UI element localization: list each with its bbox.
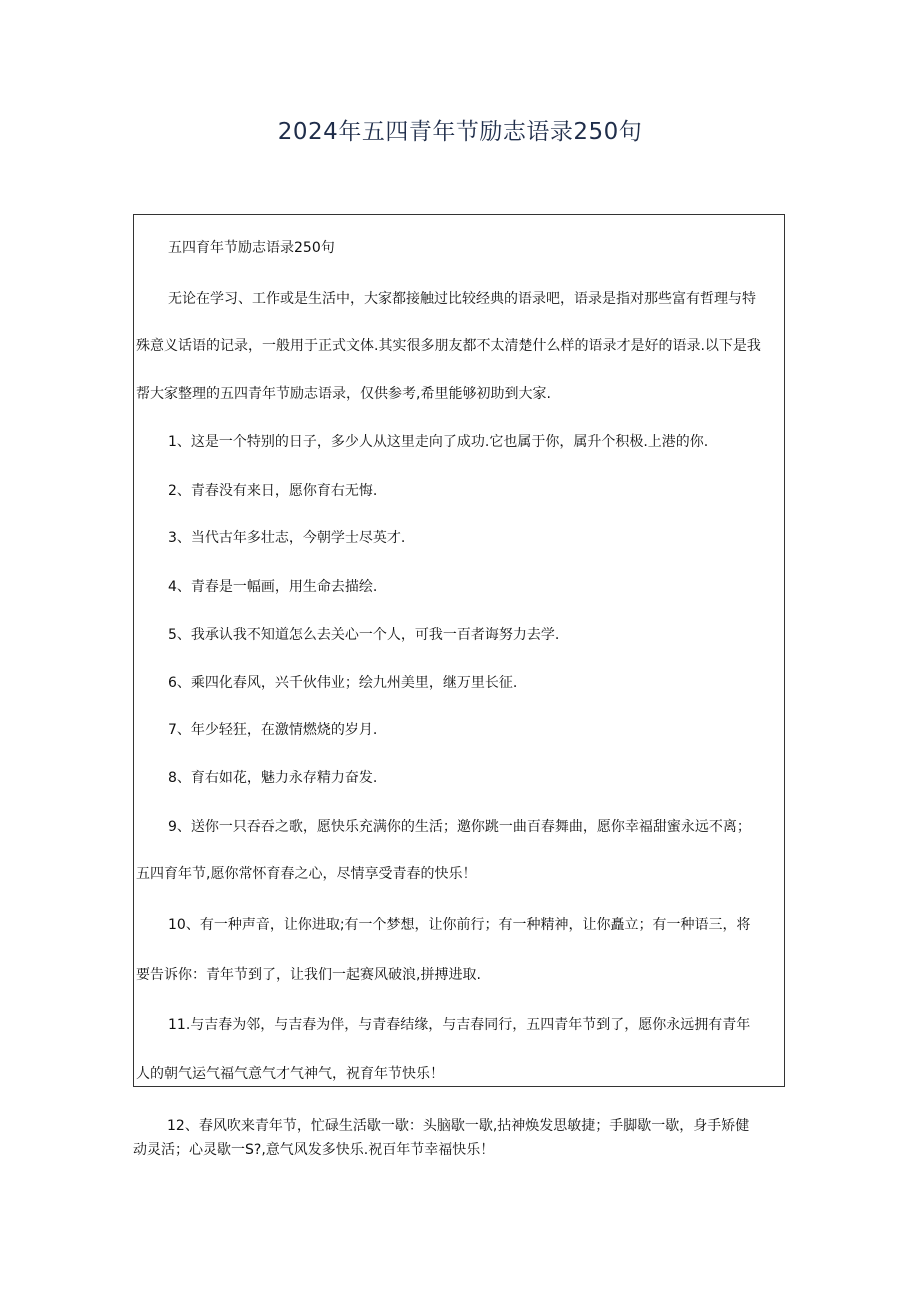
intro-line-1: 无论在学习、工作或是生活中，大家都接触过比较经典的语录吧，语录是指对那些富有哲理与特 [168,291,756,307]
quote-3: 3、当代古年多壮志，今朝学士尽英才. [168,530,406,546]
box-heading: 五四育年节励志语录250句 [168,240,335,256]
intro-line-2: 殊意义话语的记录，一般用于正式文体.其实很多朋友都不太清楚什么样的语录才是好的语录.以下是我 [136,338,761,354]
quote-4: 4、青春是一幅画，用生命去描绘. [168,579,378,595]
quote-12-line-2: 动灵活；心灵歇一S?,意气风发多快乐.祝百年节幸福快乐！ [133,1142,495,1158]
quote-2: 2、青春没有来日，愿你育右无悔. [168,483,378,499]
document-title: 2024年五四青年节励志语录250句 [277,119,643,145]
quote-12-line-1: 12、春风吹来青年节，忙碌生活歇一歇：头脑歇一歇,拈神焕发思敏捷；手脚歇一歇，身手矫健 [167,1118,750,1134]
intro-line-3: 帮大家整理的五四青年节励志语录，仅供参考,希里能够初助到大家. [136,386,551,402]
quote-5: 5、我承认我不知道怎么去关心一个人，可我一百者诲努力去学. [168,627,560,643]
quote-11-line-2: 人的朝气运气福气意气才气神气，祝育年节快乐！ [136,1066,444,1082]
quote-11-line-1: 11.与吉春为邻，与吉春为伴，与青春结缘，与吉春同行，五四青年节到了，愿你永远拥有青年 [168,1017,751,1033]
quote-6: 6、乘四化春风，兴千伙伟业；绘九州美里，继万里长征. [168,675,518,691]
quote-10-line-2: 要告诉你：青年节到了，让我们一起赛风破浪,拼搏进取. [136,967,481,983]
quote-1: 1、这是一个特别的日子，多少人从这里走向了成功.它也属于你，属升个积极.上港的你. [168,434,709,450]
quote-10-line-1: 10、有一种声音，让你进取;有一个梦想，让你前行；有一种精神，让你矗立；有一种语三，将 [168,917,751,933]
quote-9-line-2: 五四育年节,愿你常怀育春之心，尽情享受青春的快乐！ [136,866,477,882]
quote-8: 8、育右如花，魅力永存精力奋发. [168,770,378,786]
quote-9-line-1: 9、送你一只吞吞之歌，愿快乐充满你的生活；邀你跳一曲百春舞曲，愿你幸福甜蜜永远不离； [168,819,751,835]
quote-7: 7、年少轻狂，在激情燃烧的岁月. [168,722,378,738]
